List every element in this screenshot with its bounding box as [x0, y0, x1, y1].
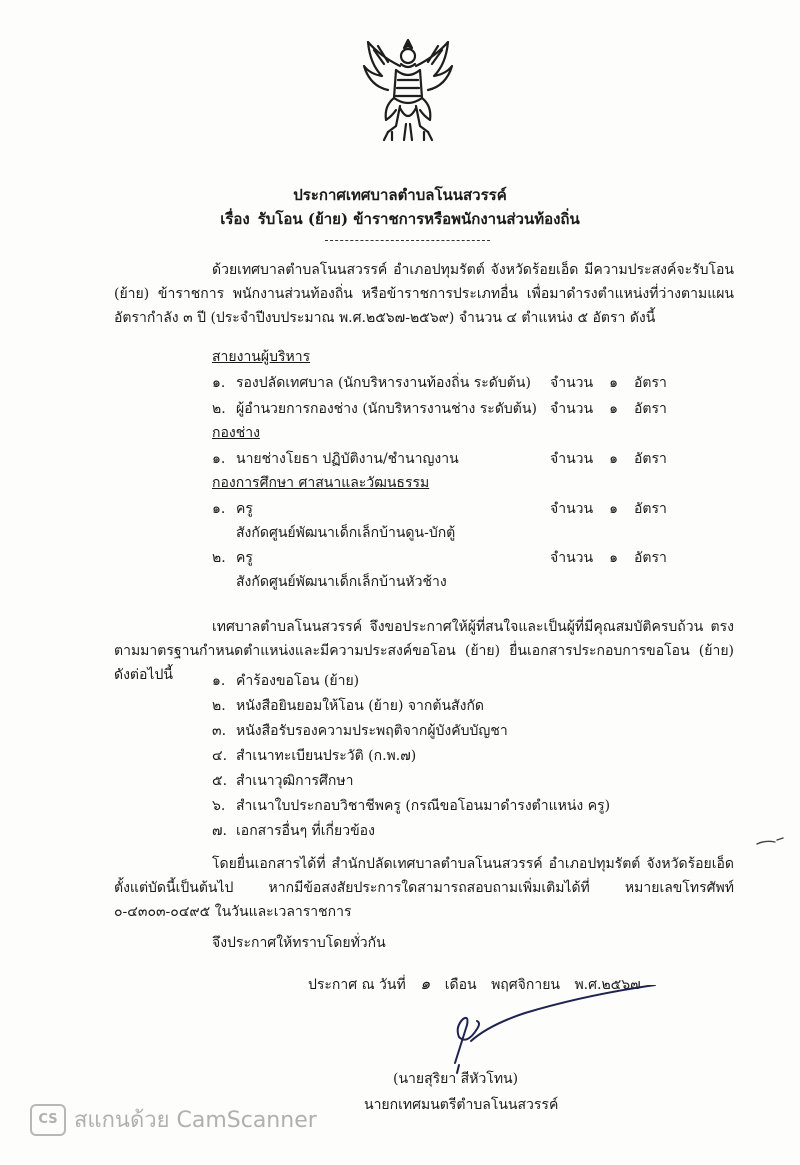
- signatory-name: (นายสุริยา สีหัวโทน): [393, 1071, 519, 1087]
- document-number: ๓.: [212, 723, 227, 739]
- position-number: ๒.: [212, 550, 226, 566]
- position-title: รองปลัดเทศบาล (นักบริหารงานท้องถิ่น ระดับต้น): [236, 375, 531, 391]
- date-year: พ.ศ.๒๕๖๗: [574, 977, 641, 993]
- position-count: ๑: [609, 375, 618, 391]
- document-text: สำเนาทะเบียนประวัติ (ก.พ.๗): [236, 748, 417, 764]
- count-label: จำนวน: [550, 375, 594, 391]
- unit-label: อัตรา: [633, 501, 667, 517]
- document-item: [212, 820, 375, 842]
- document-text: คำร้องขอโอน (ย้าย): [236, 673, 360, 689]
- position-row: [212, 372, 702, 394]
- position-row: [212, 498, 702, 520]
- position-title: ครู: [236, 501, 253, 517]
- document-number: ๗.: [212, 823, 227, 839]
- document-item: [212, 670, 359, 692]
- section-heading: กองช่าง: [212, 425, 260, 441]
- count-label: จำนวน: [550, 550, 594, 566]
- document-item: [212, 720, 508, 742]
- unit-label: อัตรา: [633, 401, 667, 417]
- position-number: ๒.: [212, 401, 226, 417]
- subject-label: เรื่อง: [220, 210, 250, 228]
- position-count: ๑: [609, 550, 618, 566]
- announcement-subject: [0, 207, 800, 231]
- position-affiliation: สังกัดศูนย์พัฒนาเด็กเล็กบ้านหัวช้าง: [236, 574, 447, 590]
- count-label: จำนวน: [550, 401, 594, 417]
- unit-label: อัตรา: [633, 550, 667, 566]
- position-count: ๑: [609, 501, 618, 517]
- submission-paragraph: โดยยื่นเอกสารได้ที่ สำนักปลัดเทศบาลตำบลโนนสวรรค์ อำเภอปทุมรัตต์ จังหวัดร้อยเอ็ด ตั้งแต่บัดนี้เป็นต้นไป หากมีข้อสงสัยประการใดสามารถสอบถามเพิ่มเติมได้ที่ หมายเลขโทรศัพท์ ๐-๔๓๐๓-๐๔๙๕ ในวันและเวลาราชการ: [114, 856, 734, 920]
- position-row: [212, 547, 702, 569]
- title-divider: [325, 240, 490, 241]
- date-month: พฤศจิกายน: [491, 977, 560, 993]
- camscanner-watermark: [30, 1102, 317, 1137]
- watermark-text: สแกนด้วย CamScanner: [74, 1108, 317, 1133]
- document-number: ๒.: [212, 698, 226, 714]
- position-number: ๑.: [212, 501, 226, 517]
- document-text: สำเนาวุฒิการศึกษา: [236, 773, 354, 789]
- document-number: ๑.: [212, 673, 226, 689]
- signature-icon: [415, 985, 665, 1075]
- position-row: [212, 448, 702, 470]
- camscanner-logo-icon: CS: [30, 1104, 66, 1136]
- date-day: ๑: [420, 974, 431, 993]
- unit-label: อัตรา: [633, 451, 667, 467]
- position-number: ๑.: [212, 451, 226, 467]
- announcement-title: ประกาศเทศบาลตำบลโนนสวรรค์: [293, 186, 507, 204]
- section-heading: สายงานผู้บริหาร: [212, 349, 311, 365]
- intro-paragraph: ด้วยเทศบาลตำบลโนนสวรรค์ อำเภอปทุมรัตต์ จังหวัดร้อยเอ็ด มีความประสงค์จะรับโอน (ย้าย) ข้าราชการ พนักงานส่วนท้องถิ่น หรือข้าราชการประเภทอื่น เพื่อมาดำรงตำแหน่งที่ว่างตามแผนอัตรากำลัง ๓ ปี (ประจำปีงบประมาณ พ.ศ.๒๕๖๗-๒๕๖๙) จำนวน ๔ ตำแหน่ง ๕ อัตรา ดังนี้: [114, 262, 734, 326]
- date-month-label: เดือน: [444, 977, 477, 993]
- garuda-emblem-icon: [360, 36, 456, 146]
- position-row: [212, 398, 702, 420]
- count-label: จำนวน: [550, 451, 594, 467]
- subject-text: รับโอน (ย้าย) ข้าราชการหรือพนักงานส่วนท้องถิ่น: [257, 210, 580, 228]
- section-heading: กองการศึกษา ศาสนาและวัฒนธรรม: [212, 475, 430, 491]
- document-text: หนังสือยินยอมให้โอน (ย้าย) จากต้นสังกัด: [236, 698, 485, 714]
- count-label: จำนวน: [550, 501, 594, 517]
- document-item: [212, 770, 353, 792]
- document-item: [212, 695, 484, 717]
- requirements-paragraph: เทศบาลตำบลโนนสวรรค์ จึงขอประกาศให้ผู้ที่สนใจและเป็นผู้ที่มีคุณสมบัติครบถ้วน ตรงตามมาตรฐานกำหนดตำแหน่งและมีความประสงค์ขอโอน (ย้าย) ยื่นเอกสารประกอบการขอโอน (ย้าย) ดังต่อไปนี้: [114, 619, 734, 683]
- signatory-position: นายกเทศมนตรีตำบลโนนสวรรค์: [364, 1097, 559, 1113]
- document-number: ๖.: [212, 798, 226, 814]
- position-title: ผู้อำนวยการกองช่าง (นักบริหารงานช่าง ระดับต้น): [236, 401, 537, 417]
- position-title: นายช่างโยธา ปฏิบัติงาน/ชำนาญงาน: [236, 451, 459, 467]
- document-number: ๕.: [212, 773, 228, 789]
- position-count: ๑: [609, 401, 618, 417]
- position-number: ๑.: [212, 375, 226, 391]
- position-affiliation: สังกัดศูนย์พัฒนาเด็กเล็กบ้านดูน-บักตู้: [236, 525, 456, 541]
- date-prefix: ประกาศ ณ วันที่: [308, 977, 406, 993]
- document-item: [212, 795, 610, 817]
- closing-line: จึงประกาศให้ทราบโดยทั่วกัน: [212, 935, 386, 951]
- unit-label: อัตรา: [633, 375, 667, 391]
- position-count: ๑: [609, 451, 618, 467]
- scan-smudge-icon: [755, 830, 785, 850]
- position-title: ครู: [236, 550, 253, 566]
- document-text: สำเนาใบประกอบวิชาชีพครู (กรณีขอโอนมาดำรงตำแหน่ง ครู): [236, 798, 611, 814]
- document-item: [212, 745, 416, 767]
- document-text: หนังสือรับรองความประพฤติจากผู้บังคับบัญชา: [236, 723, 508, 739]
- document-text: เอกสารอื่นๆ ที่เกี่ยวข้อง: [236, 823, 375, 839]
- document-number: ๔.: [212, 748, 228, 764]
